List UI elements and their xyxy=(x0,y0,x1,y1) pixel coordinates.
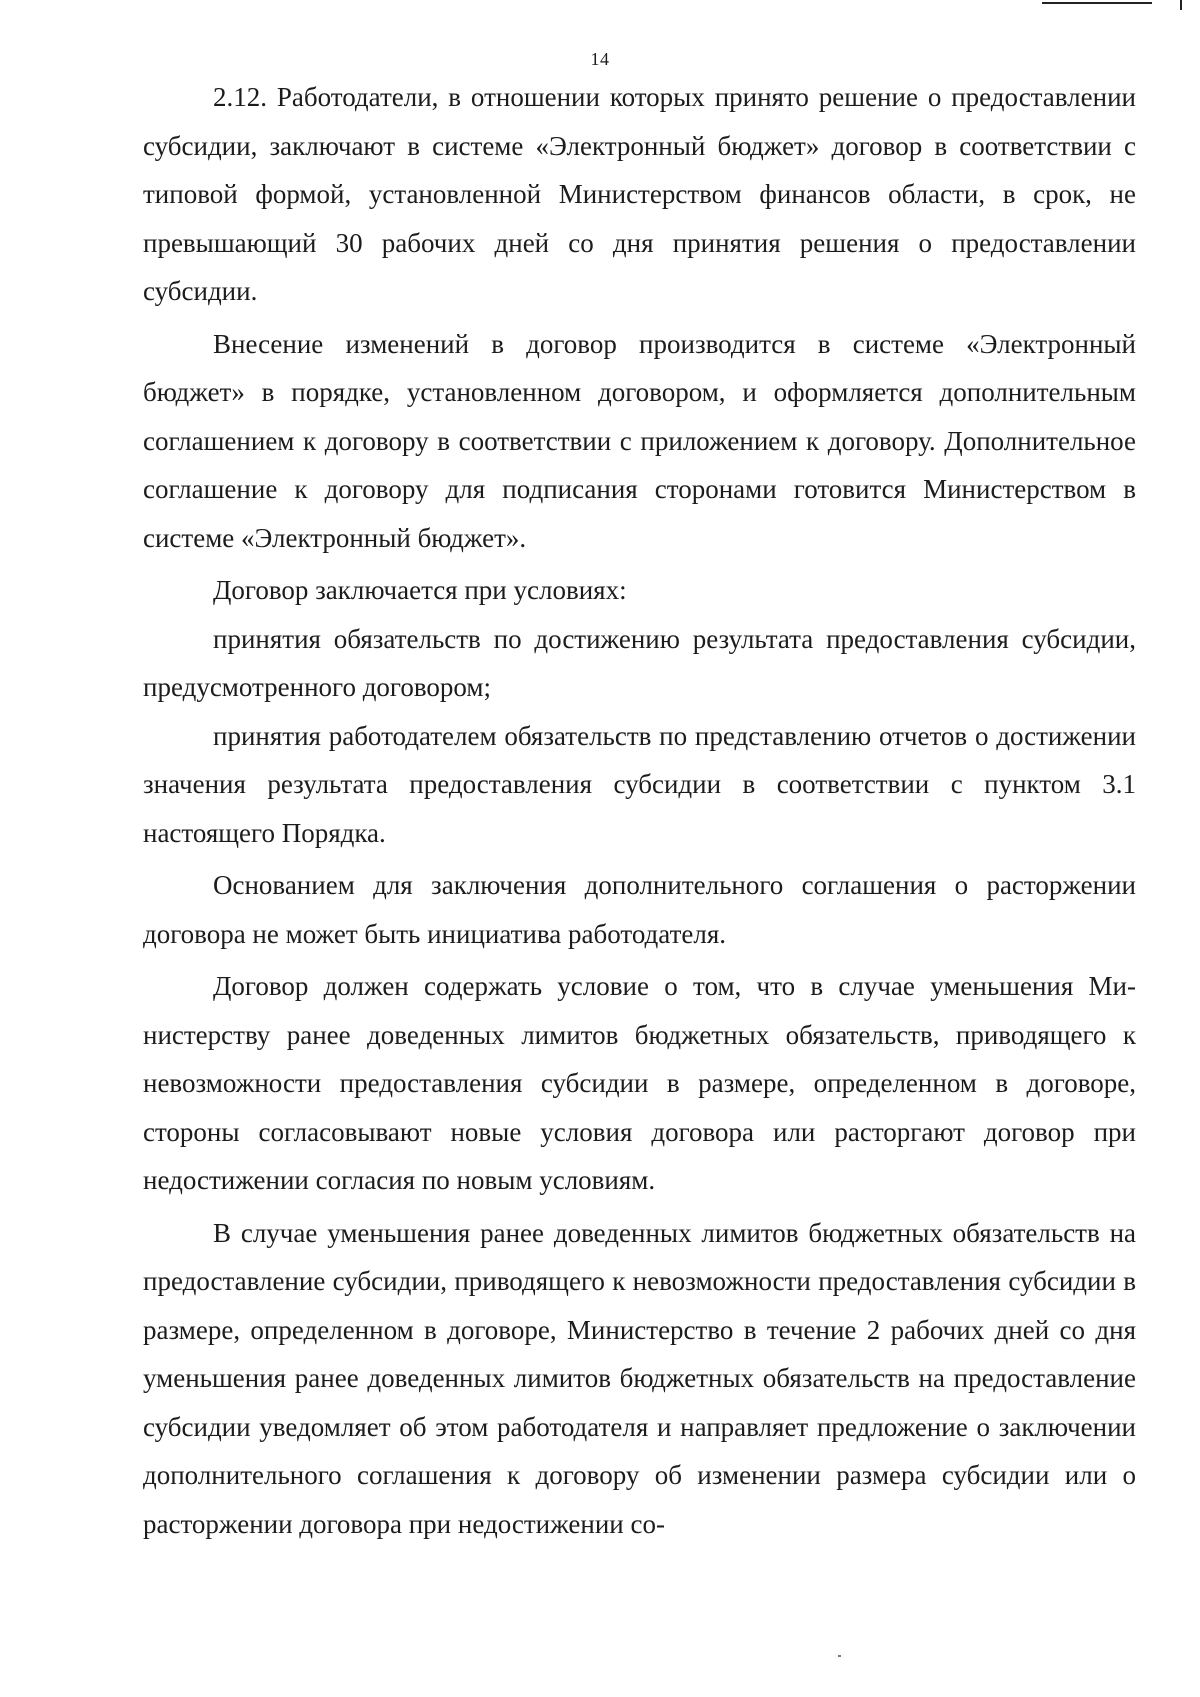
paragraph-2-12: 2.12. Работодатели, в отношении которых принято решение о предоставлении субсидии, заключают в системе «Электронный бюджет» договор в соответствии с типовой формой, установленной Министерством финансов области, в срок, не превышающий 30 рабочих дней со дня принятия решения о предоставлении субсидии. xyxy=(143,82,1136,306)
paragraph-amendments: Внесение изменений в договор производится в системе «Электронный бюджет» в порядке, установленном договором, и оформляется дополнительным соглашением к договору в соответствии с приложением к договору. Дополнительное соглашение к договору для подписания сторонами готовится Министерством в системе «Электронный бюджет». xyxy=(143,328,1136,553)
scan-corner-mark xyxy=(1042,0,1182,10)
paragraph-conditions-intro: Договор заключается при условиях: xyxy=(213,575,627,605)
scan-corner-tick xyxy=(1180,0,1182,10)
paragraph-limit-reduction: В случае уменьшения ранее доведенных лимитов бюджетных обязательств на предоставление субсидии, приводящего к невозможности предоставления субсидии в размере, определенном в договоре, Министерство в течение 2 рабочих дней со дня уменьшения ранее доведенных лимитов бюджетных обязательств на предоставление субсидии уведомляет об этом работодателя и направляет предложение о заключении дополнительного соглашения к договору об изменении размера субсидии или о расторжении договора при недостижении со- xyxy=(143,1217,1136,1539)
scan-speck xyxy=(838,1655,841,1657)
scan-corner-line xyxy=(1042,2,1152,4)
paragraph-condition-result: принятия обязательств по достижению результата предоставления субсидии, предусмотренного договором; xyxy=(143,623,1136,702)
document-body xyxy=(143,73,1136,1548)
page-number: 14 xyxy=(590,49,610,69)
paragraph-termination-basis: Основанием для заключения дополнительного соглашения о расторжении договора не может быть инициатива работодателя. xyxy=(143,870,1136,949)
paragraph-contract-condition: Договор должен содержать условие о том, что в случае уменьшения Министерству ранее доведенных лимитов бюджетных обязательств, приводящего к невозможности предоставления субсидии в размере, определенном в договоре, стороны согласовывают новые условия договора или расторгают договор при недостижении согласия по новым условиям. xyxy=(143,971,1136,1195)
paragraph-condition-reports: принятия работодателем обязательств по представлению отчетов о достижении значения результата предоставления субсидии в соответствии с пунктом 3.1 настоящего Порядка. xyxy=(143,720,1136,848)
